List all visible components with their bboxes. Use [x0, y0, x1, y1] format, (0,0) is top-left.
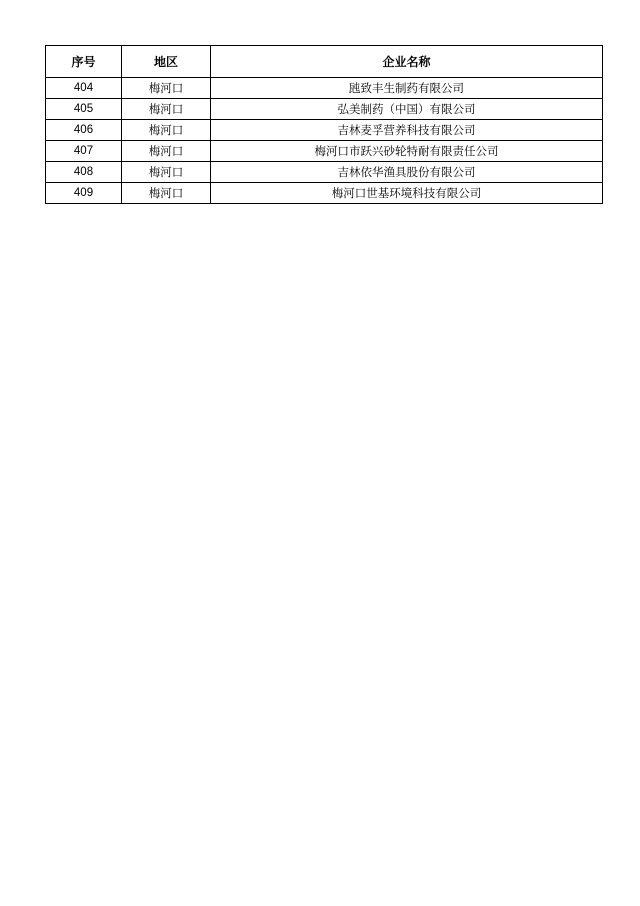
serial-number-cell: 404: [46, 78, 122, 99]
company-name-cell: 吉林麦孚营养科技有限公司: [211, 120, 603, 141]
header-serial-number: 序号: [46, 46, 122, 78]
region-cell: 梅河口: [122, 78, 211, 99]
serial-number-cell: 405: [46, 99, 122, 120]
company-name-cell: 瓲致丰生制药有限公司: [211, 78, 603, 99]
table-header-row: [46, 46, 603, 78]
table-row: [46, 120, 603, 141]
serial-number-cell: 407: [46, 141, 122, 162]
company-name-cell: 弘美制药（中国）有限公司: [211, 99, 603, 120]
region-cell: 梅河口: [122, 141, 211, 162]
table-row: [46, 141, 603, 162]
table-row: [46, 183, 603, 204]
table-row: [46, 78, 603, 99]
header-region: 地区: [122, 46, 211, 78]
company-name-cell: 梅河口世基环境科技有限公司: [211, 183, 603, 204]
company-name-cell: 吉林依华渔具股份有限公司: [211, 162, 603, 183]
region-cell: 梅河口: [122, 99, 211, 120]
region-cell: 梅河口: [122, 120, 211, 141]
serial-number-cell: 408: [46, 162, 122, 183]
table-row: [46, 162, 603, 183]
region-cell: 梅河口: [122, 183, 211, 204]
company-list-table: [45, 45, 603, 204]
serial-number-cell: 409: [46, 183, 122, 204]
region-cell: 梅河口: [122, 162, 211, 183]
company-name-cell: 梅河口市跃兴砂轮特耐有限责任公司: [211, 141, 603, 162]
serial-number-cell: 406: [46, 120, 122, 141]
header-company-name: 企业名称: [211, 46, 603, 78]
table-row: [46, 99, 603, 120]
